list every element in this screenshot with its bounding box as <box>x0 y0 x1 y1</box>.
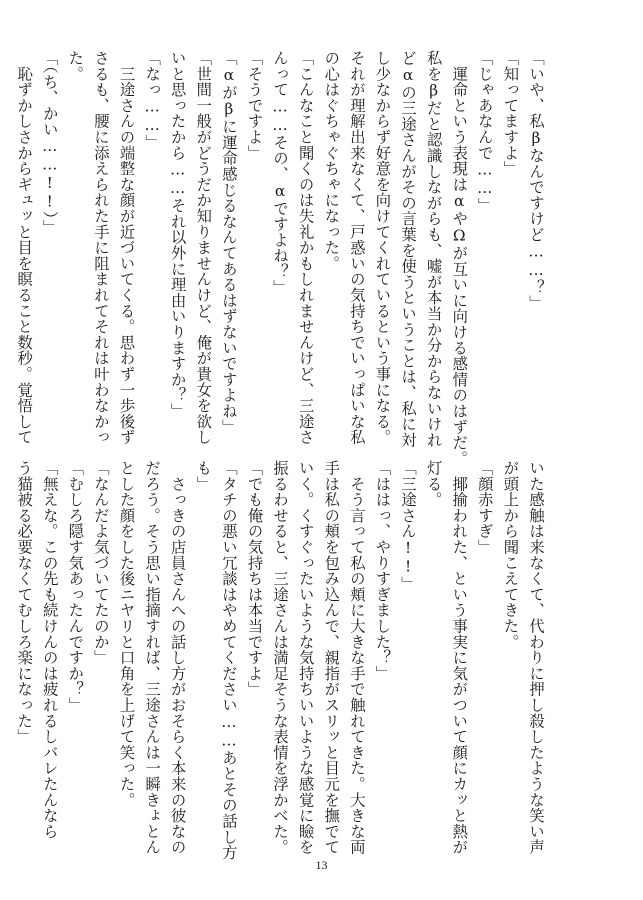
text-line: とした顔をした後ニヤリと口角を上げて笑った。 <box>117 460 136 808</box>
text-line: 振るわせると、三途さんは満足そうな表情を浮かべた。 <box>271 460 290 855</box>
text-line: 「（ち、かい……!!）」 <box>40 50 59 236</box>
text-line: 「世間一般がどうだか知りませんけど、俺が貴女を欲し <box>194 50 213 445</box>
text-line: いと思ったから……それ以外に理由いりますか？」 <box>168 50 187 419</box>
text-line: 「いや、私βなんですけど……？」 <box>527 50 545 311</box>
page-number: 13 <box>315 858 328 872</box>
text-line: が頭上から聞こえてきた。 <box>501 460 520 650</box>
text-line: た。 <box>66 50 85 82</box>
text-line: そう言って私の頬に大きな手で触れてきた。大きな両 <box>347 460 366 855</box>
text-line: 私をβだと認識しながらも、嘘が本当か分からないけれ <box>424 50 443 448</box>
text-line: う猫被る必要なくてむしろ楽になった」 <box>15 460 34 745</box>
text-line: だろう。そう思い指摘すれば、三途さんは一瞬きょとん <box>143 460 162 855</box>
text-line: 「ははっ、やりすぎました？」 <box>373 460 392 682</box>
text-line: 「なっ……」 <box>143 50 162 151</box>
text-line: 「むしろ隠す気あったんですか？」 <box>66 460 85 713</box>
text-line: んって……その、αですよね？」 <box>271 50 290 296</box>
text-line: 運命という表現はαやΩが互いに向ける感情のはずだ。 <box>450 50 469 467</box>
text-line: 「タチの悪い冗談はやめてください……あとその話し方 <box>219 460 238 861</box>
text-line: 「なんだよ気づいてたのか」 <box>91 460 110 666</box>
text-line: 「無えな。この先も続けんのは疲れるしバレたんなら <box>40 460 59 840</box>
text-line: 「じゃあなんで……」 <box>475 50 494 214</box>
text-line: 揶揄われた、という事実に気がついて顔にカッと熱が <box>450 460 469 855</box>
lower-text-block <box>11 460 548 861</box>
text-line: どαの三途さんがその言葉を使うということは、私に対 <box>399 50 418 448</box>
upper-text-block <box>11 50 548 467</box>
text-line: 「知ってますよ」 <box>501 50 520 177</box>
text-line: の心はぐちゃぐちゃになった。 <box>322 50 341 272</box>
text-line: 「こんなこと聞くのは失礼かもしれませんけど、三途さ <box>296 50 315 445</box>
text-line: 「αがβに運命感じるなんてあるはずないですよね」 <box>219 50 238 435</box>
text-line: 三途さんの端整な顔が近づいてくる。思わず一歩後ず <box>117 50 136 445</box>
text-line: 「そうですよ」 <box>245 50 264 161</box>
text-line: いく。くすぐったいような気持ちいいような感覚に瞼を <box>296 460 315 855</box>
text-line: 「顔赤すぎ」 <box>475 460 494 555</box>
text-line: 「でも俺の気持ちは本当ですよ」 <box>245 460 264 697</box>
text-line: いた感触は来なくて、代わりに押し殺したような笑い声 <box>527 460 545 855</box>
text-line: 手は私の頬を包み込んで、親指がスリッと目元を撫でて <box>322 460 341 855</box>
text-line: それが理解出来なくて、戸惑いの気持ちでいっぱいな私 <box>347 50 366 445</box>
text-line: さっきの店員さんへの話し方がおそらく本来の彼なの <box>168 460 187 855</box>
text-line: 灯る。 <box>424 460 443 508</box>
text-line: 恥ずかしさからギュッと目を瞑ること数秒。覚悟して <box>15 50 34 445</box>
text-line: さるも、腰に添えられた手に阻まれてそれは叶わなかっ <box>91 50 110 445</box>
text-line: も」 <box>194 460 213 492</box>
text-line: 「三途さん!!」 <box>399 460 418 592</box>
text-line: し少なからず好意を向けてくれているという事になる。 <box>373 50 392 445</box>
